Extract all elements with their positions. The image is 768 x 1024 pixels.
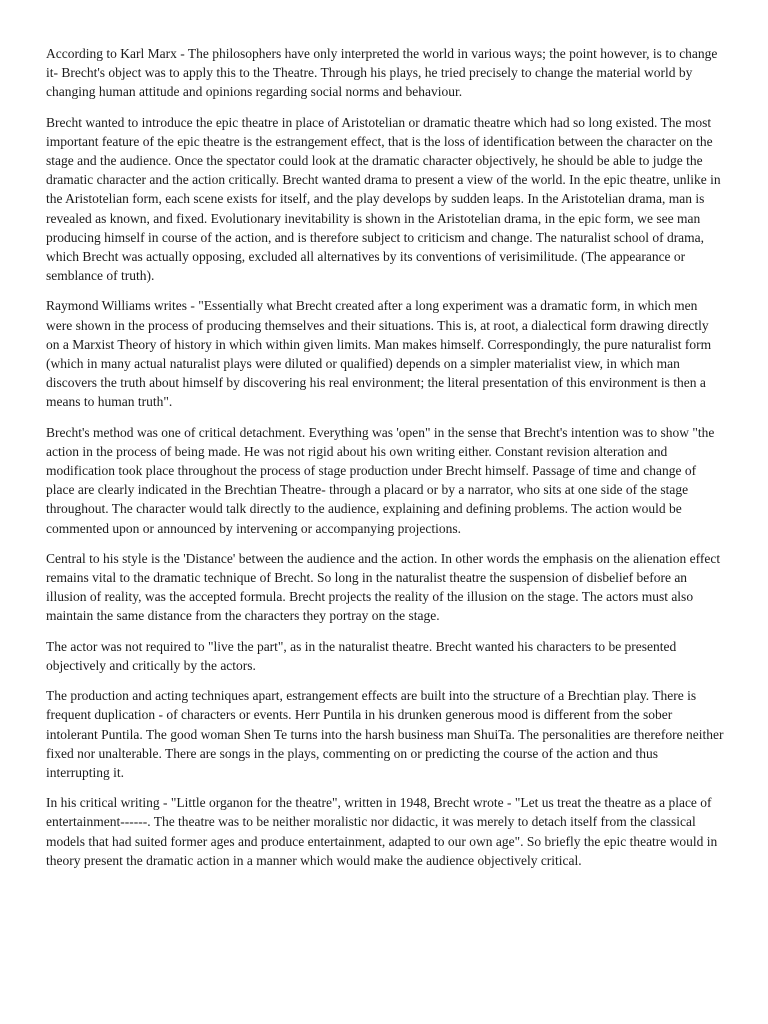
paragraph-little-organon: In his critical writing - "Little organon for the theatre", written in 1948, Brecht wrote - "Let us treat the theatre as a place of entertainment------. The theatre was to be neither moralistic nor didactic, it was merely to detach itself from the classical models that had suited former ages and produce entertainment, adapted to our own age". So briefly the epic theatre would in theory present the dramatic action in a manner which would make the audience objectively critical.: [46, 795, 718, 868]
document-page: [46, 44, 724, 881]
paragraph-production-techniques: The production and acting techniques apart, estrangement effects are built into the structure of a Brechtian play. There is frequent duplication - of characters or events. Herr Puntila in his drunken generous mood is different from the sober intolerant Puntila. The good woman Shen Te turns into the harsh business man ShuiTa. The personalities are therefore neither fixed nor unalterable. There are songs in the plays, commenting on or predicting the course of the action and thus interrupting it.: [46, 688, 724, 780]
paragraph-marx: According to Karl Marx - The philosophers have only interpreted the world in various ways; the point however, is to change it- Brecht's object was to apply this to the Theatre. Through his plays, he tried precisely to change the material world by changing human attitude and opinions regarding social norms and behaviour.: [46, 46, 718, 100]
paragraph-actor: The actor was not required to "live the part", as in the naturalist theatre. Brecht wanted his characters to be presented objectively and critically by the actors.: [46, 638, 677, 673]
paragraph-distance: Central to his style is the 'Distance' between the audience and the action. In other words the emphasis on the alienation effect remains vital to the dramatic technique of Brecht. So long in the naturalist theatre the suspension of disbelief before an illusion of reality, was the accepted formula. Brecht projects the reality of the illusion on the stage. The actors must also maintain the same distance from the characters they portray on the stage.: [46, 550, 721, 624]
paragraph-raymond-williams: Raymond Williams writes - "Essentially what Brecht created after a long experiment was a dramatic form, in which men were shown in the process of producing themselves and their situations. This is, at root, a dialectical form drawing directly on a Marxist Theory of history in which within given limits. Man makes himself. Correspondingly, the pure naturalist form (which in many actual naturalist plays were diluted or qualified) depends on a simpler materialist view, in which man discovers the truth about himself by discovering his real environment; the literal presentation of this environment is then a means to human truth".: [46, 298, 712, 410]
paragraph-epic-theatre: Brecht wanted to introduce the epic theatre in place of Aristotelian or dramatic theatre which had so long existed. The most important feature of the epic theatre is the estrangement effect, that is the loss of identification between the character on the stage and the audience. Once the spectator could look at the dramatic character objectively, he should be able to judge the dramatic character and the action critically. Brecht wanted drama to present a view of the world. In the epic theatre, unlike in the Aristotelian form, each scene exists for itself, and the play develops by sudden leaps. In the Aristotelian drama, man is revealed as known, and fixed. Evolutionary inevitability is shown in the Aristotelian drama, in the epic form, we see man producing himself in course of the action, and is therefore subject to criticism and change. The naturalist school of drama, which Brecht was actually opposing, excluded all alternatives by its conventions of verisimilitude. (The appearance or semblance of truth).: [46, 114, 721, 284]
paragraph-critical-detachment: Brecht's method was one of critical detachment. Everything was 'open" in the sense that Brecht's intention was to show "the action in the process of being made. He was not rigid about his own writing either. Constant revision alteration and modification took place throughout the process of stage production under Brecht himself. Passage of time and change of place are clearly indicated in the Brechtian Theatre- through a placard or by a narrator, who sits at one side of the stage throughout. The character would talk directly to the audience, explaining and defining problems. The action would be commented upon or announced by intervening or accompanying projections.: [46, 424, 715, 536]
